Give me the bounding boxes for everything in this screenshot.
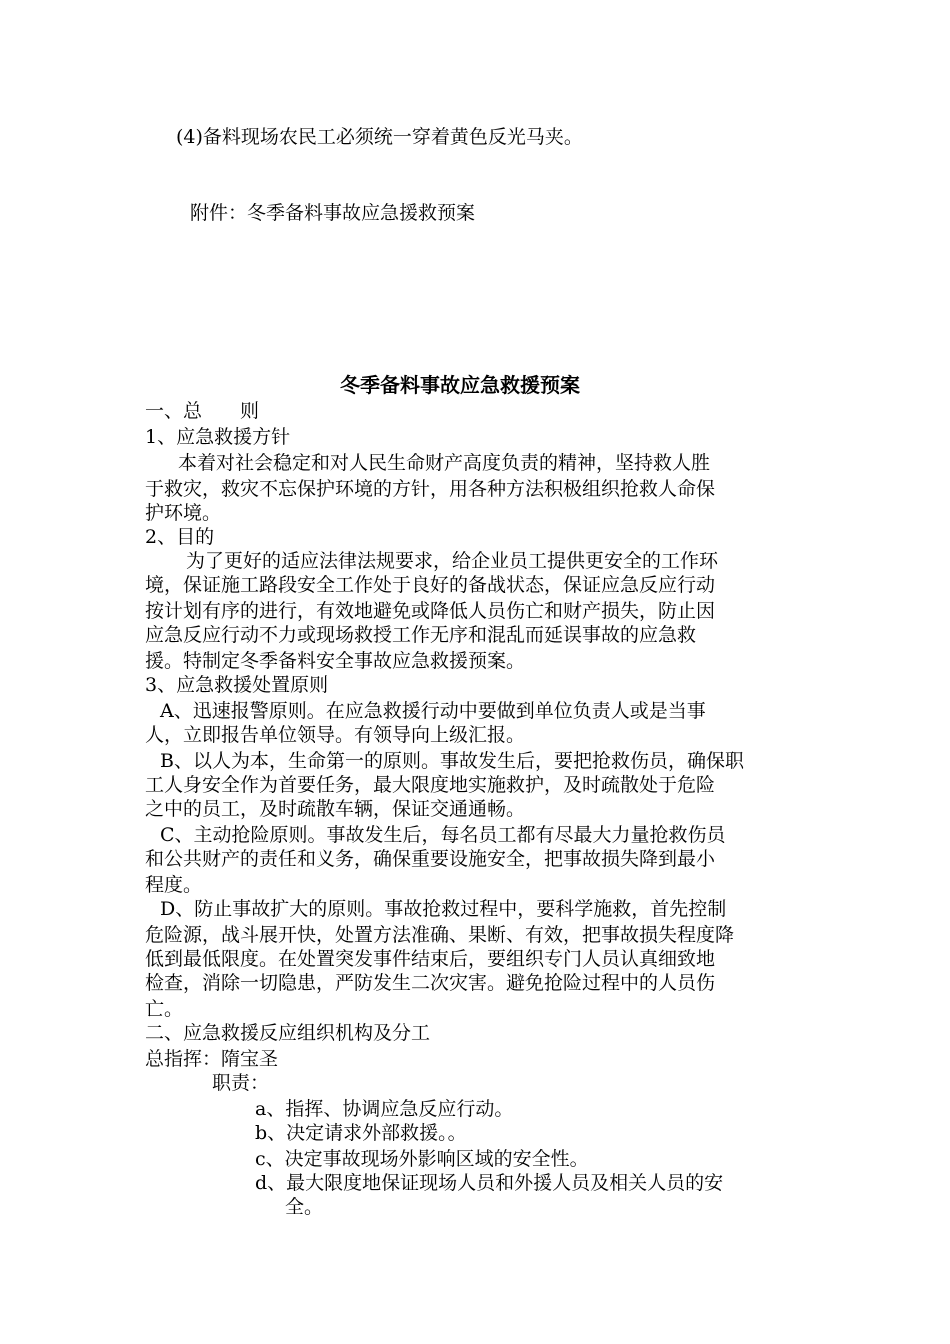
- paragraph-line: 按计划有序的进行，有效地避免或降低人员伤亡和财产损失，防止因: [145, 600, 716, 622]
- principle-d-line: 亡。: [145, 998, 184, 1020]
- document-title: 冬季备料事故应急救援预案: [340, 373, 580, 397]
- subsection-1-3-heading: 3、应急救援处置原则: [145, 674, 329, 696]
- duty-item: c、决定事故现场外影响区域的安全性。: [255, 1148, 589, 1170]
- duty-item: b、决定请求外部救援。。: [255, 1122, 467, 1144]
- commander-line: 总指挥：隋宝圣: [145, 1048, 279, 1070]
- principle-c-line: C、主动抢险原则。事故发生后，每名员工都有尽最大力量抢救伤员: [160, 824, 726, 846]
- top-item-4: (4)备料现场农民工必须统一穿着黄色反光马夹。: [176, 126, 583, 148]
- duty-item-continuation: 全。: [285, 1196, 324, 1218]
- paragraph-line: 援。特制定冬季备料安全事故应急救援预案。: [145, 650, 526, 672]
- principle-b-line: 工人身安全作为首要任务，最大限度地实施救护，及时疏散处于危险: [145, 774, 716, 796]
- principle-c-line: 程度。: [145, 874, 203, 896]
- section-1-heading: 一、总 则: [145, 400, 260, 422]
- section-2-heading: 二、应急救援反应组织机构及分工: [145, 1022, 431, 1044]
- attachment-line: 附件：冬季备料事故应急援救预案: [190, 202, 476, 224]
- subsection-1-1-heading: 1、应急救援方针: [145, 426, 291, 448]
- paragraph-line: 于救灾，救灾不忘保护环境的方针，用各种方法积极组织抢救人命保: [145, 478, 716, 500]
- principle-a-line: 人，立即报告单位领导。有领导向上级汇报。: [145, 724, 526, 746]
- paragraph-line: 本着对社会稳定和对人民生命财产高度负责的精神，坚持救人胜: [178, 452, 711, 474]
- principle-c-line: 和公共财产的责任和义务，确保重要设施安全，把事故损失降到最小: [145, 848, 716, 870]
- principle-d-line: 低到最低限度。在处置突发事件结束后，要组织专门人员认真细致地: [145, 948, 716, 970]
- principle-d-line: 危险源，战斗展开快，处置方法准确、果断、有效，把事故损失程度降: [145, 924, 735, 946]
- principle-b-line: 之中的员工，及时疏散车辆，保证交通通畅。: [145, 798, 526, 820]
- subsection-1-2-heading: 2、目的: [145, 526, 215, 548]
- paragraph-line: 境，保证施工路段安全工作处于良好的备战状态，保证应急反应行动: [145, 574, 716, 596]
- duty-item: a、指挥、协调应急反应行动。: [255, 1098, 514, 1120]
- paragraph-line: 为了更好的适应法律法规要求，给企业员工提供更安全的工作环: [186, 550, 719, 572]
- principle-b-line: B、以人为本，生命第一的原则。事故发生后，要把抢救伤员，确保职: [160, 750, 744, 772]
- duty-item: d、最大限度地保证现场人员和外援人员及相关人员的安: [255, 1172, 724, 1194]
- paragraph-line: 护环境。: [145, 502, 222, 524]
- paragraph-line: 应急反应行动不力或现场救授工作无序和混乱而延误事故的应急救: [145, 624, 697, 646]
- principle-d-line: 检查，消除一切隐患，严防发生二次灾害。避免抢险过程中的人员伤: [145, 972, 716, 994]
- duties-label: 职责：: [212, 1072, 270, 1094]
- principle-a-line: A、迅速报警原则。在应急救援行动中要做到单位负责人或是当事: [160, 700, 706, 722]
- principle-d-line: D、防止事故扩大的原则。事故抢救过程中，要科学施救，首先控制: [160, 898, 727, 920]
